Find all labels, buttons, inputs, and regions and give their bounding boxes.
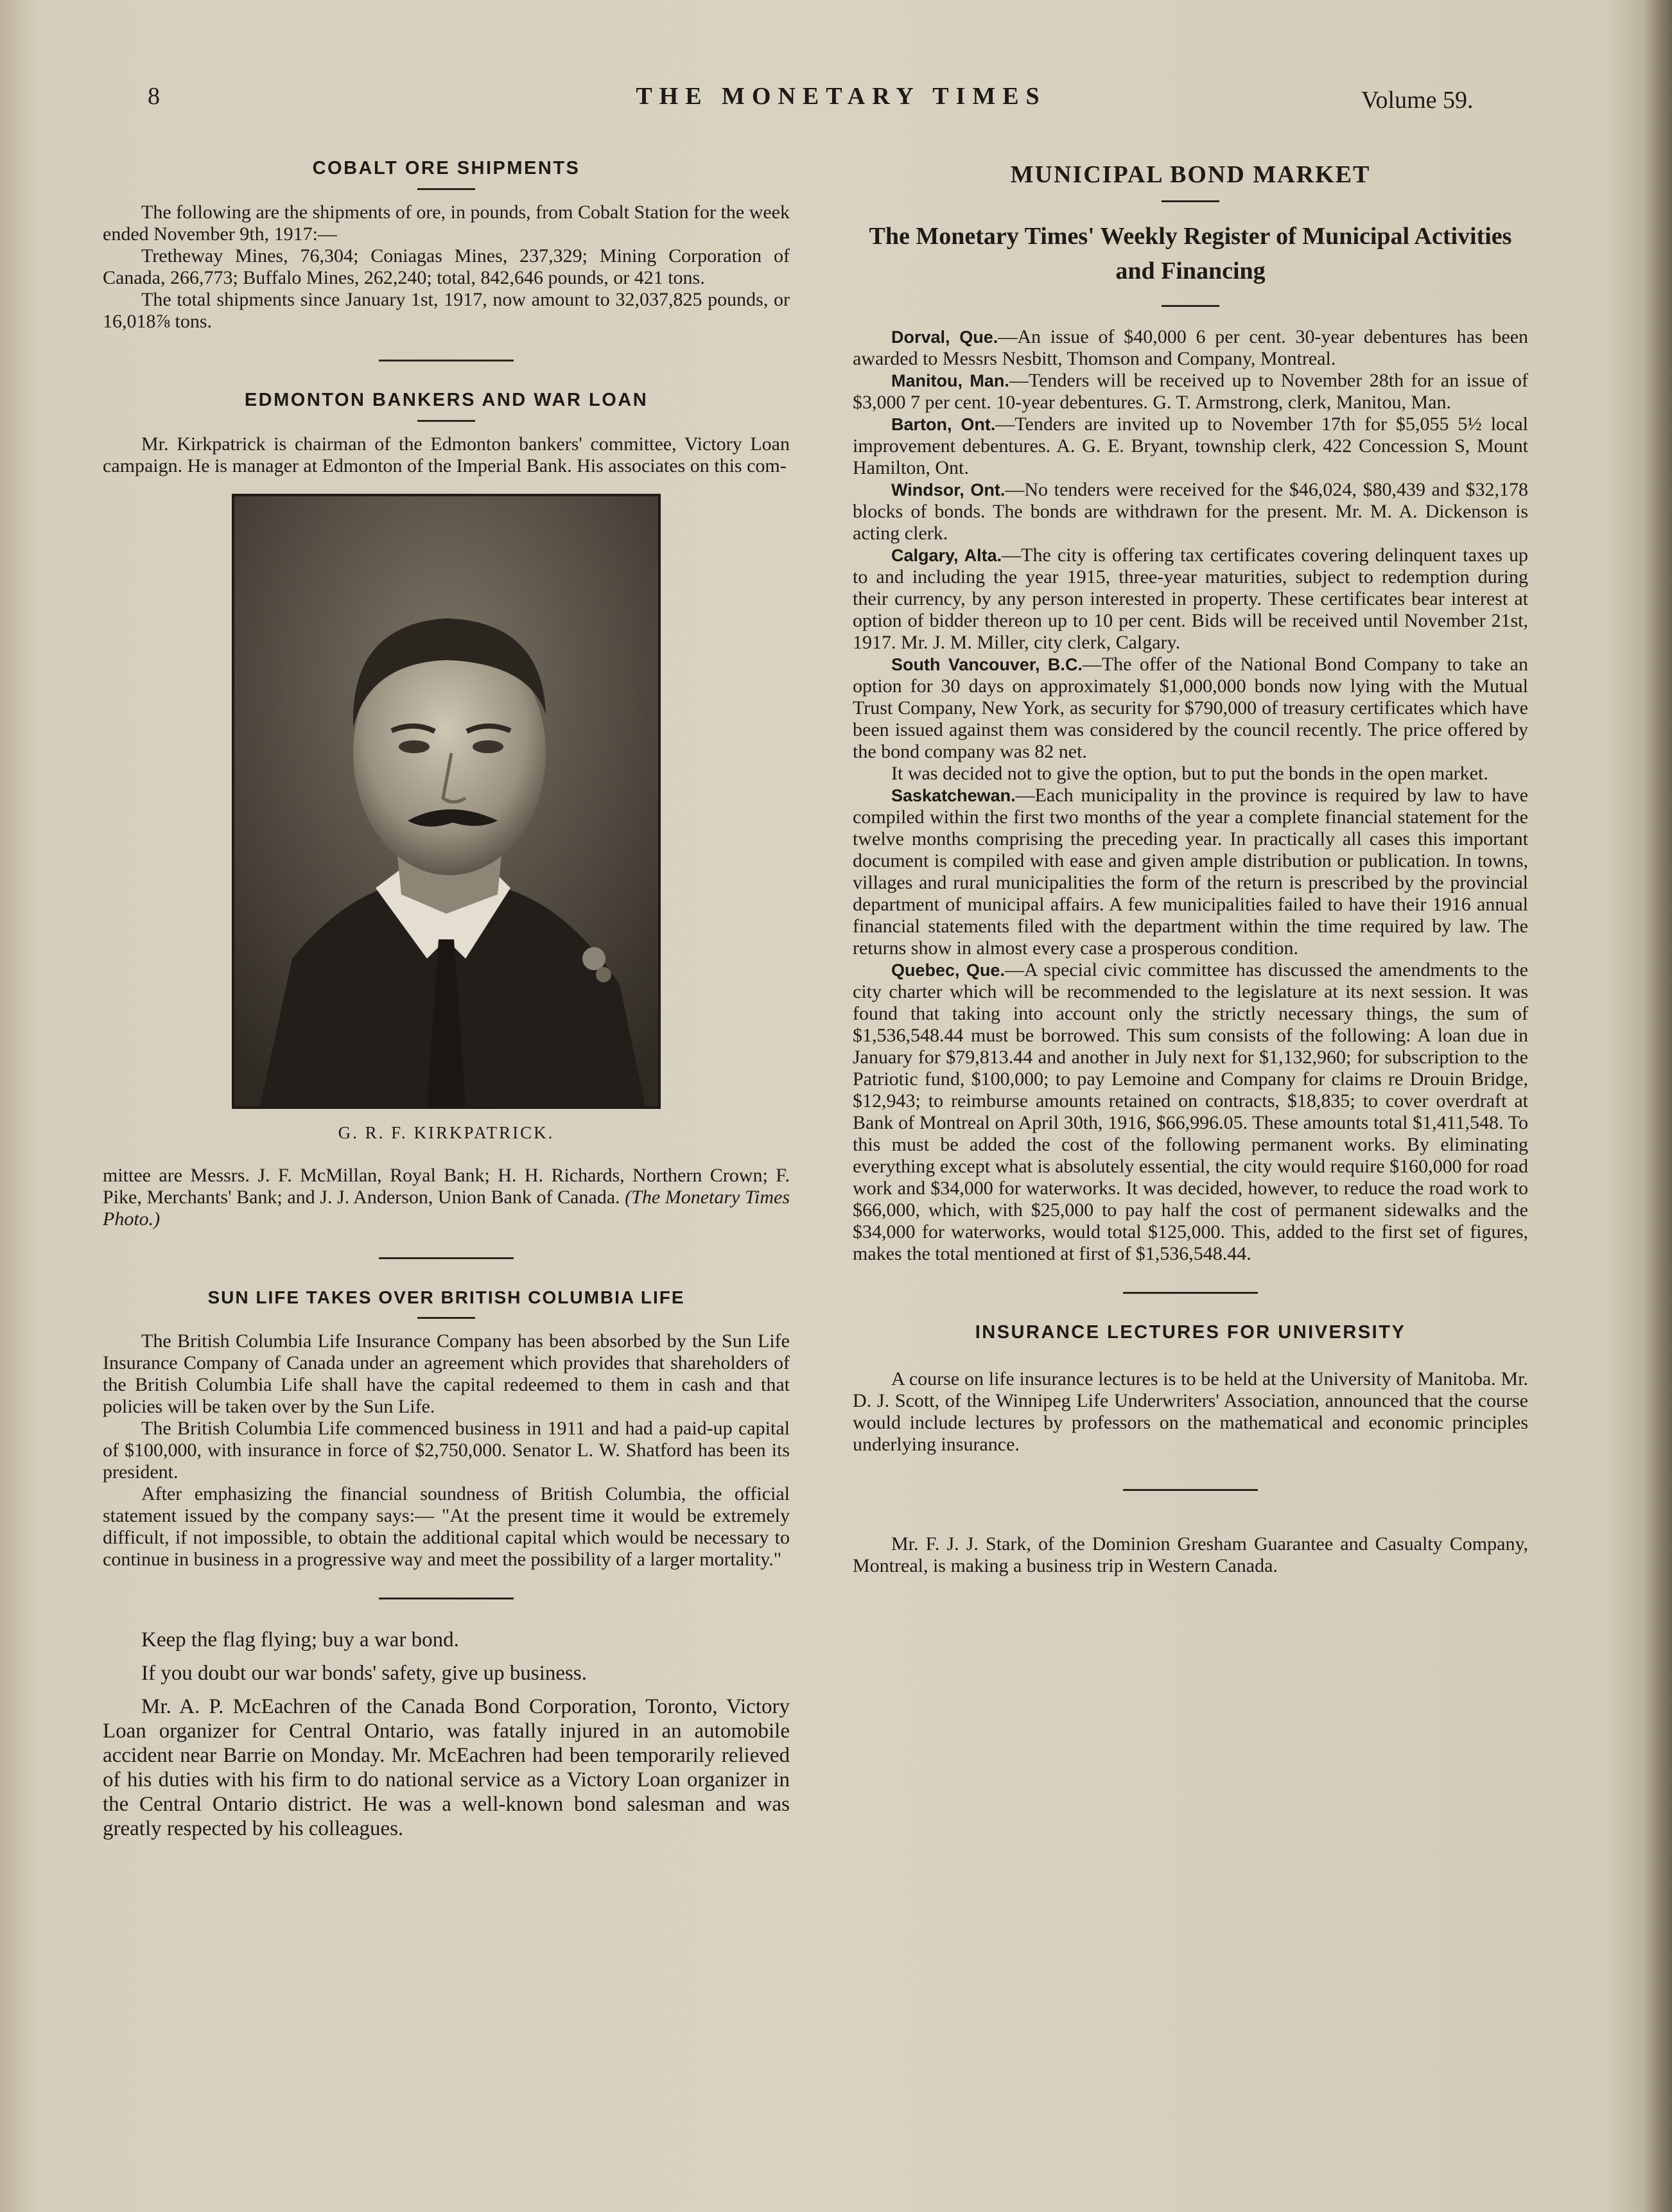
entry-place: Quebec, Que. [891,961,1005,980]
portrait-illustration [234,496,658,1106]
entry-place: Dorval, Que. [891,327,998,347]
entry-text: —The city is offering tax certificates covering delinquent taxes up to and including the year 1915, three-year maturities, subject to redemption during their currency, by any person interested in property. These certificates bear interest at option of bidder thereon up to 10 per cent. Bids will be received until November 21st, 1917. Mr. J. M. Miller, city clerk, Calgary. [853,544,1528,653]
entry-place: Windsor, Ont. [891,480,1006,500]
section-divider [1123,1292,1258,1294]
municipal-subheading: The Monetary Times' Weekly Register of Municipal Activities and Financing [869,223,1512,284]
masthead-title: THE MONETARY TIMES [636,83,1047,110]
volume-label: Volume 59. [1361,87,1474,114]
page-number: 8 [148,83,160,110]
entry-barton [853,414,1528,479]
edmonton-p2 [103,1165,790,1230]
entry-text: —An issue of $40,000 6 per cent. 30-year debentures has been awarded to Messrs Nesbitt, Thomson and Company, Montreal. [853,326,1529,369]
entry-place: Calgary, Alta. [891,546,1002,565]
insurance-heading: INSURANCE LECTURES FOR UNIVERSITY [975,1322,1406,1343]
entry-dorval [853,326,1528,370]
cobalt-heading: COBALT ORE SHIPMENTS [312,158,580,179]
entry-calgary [853,544,1528,654]
section-divider [379,1257,514,1259]
portrait-photo [232,494,661,1109]
cobalt-p2: Tretheway Mines, 76,304; Coniagas Mines, 237,329; Mining Corporation of Canada, 266,773; Buffalo Mines, 262,240; total, 842,646 pounds, or 421 tons. [103,245,790,288]
divider [417,420,475,422]
entry-place: Barton, Ont. [891,415,996,434]
stark-paragraph: Mr. F. J. J. Stark, of the Dominion Gresham Guarantee and Casualty Company, Montreal, is making a business trip in Western Canada. [853,1533,1528,1576]
entry-text: —Tenders will be received up to November 28th for an issue of $3,000 7 per cent. 10-year debentures. G. T. Armstrong, clerk, Manitou, Man. [853,370,1528,413]
entry-text: —A special civic committee has discussed the amendments to the city charter which will be recommended to the legislature at its next session. It was found that taking into account only the strictly necessary things, the sum of $1,536,548.44 must be borrowed. This sum consists of the following: A loan due in January for $79,813.44 and another in July next for $1,132,960; for subscription to the Patriotic fund, $100,000; to pay Lemoine and Company for claims re Drouin Bridge, $12,943; to reimburse amounts retained on contracts, $18,835; to cover overdraft at Bank of Montreal on April 30th, 1916, $66,996.05. These amounts total $1,411,548. To this must be added the cost of the following permanent works. By eliminating everything except what is absolutely essential, the city would require $160,000 for road work and $34,000 for waterworks. It was decided, however, to reduce the road work to $66,000, which, with $25,000 to pay half the cost of permanent sidewalks and the $34,000 for waterworks, would total $125,000. This, added to the first set of figures, makes the total mentioned at first of $1,536,548.44. [853,959,1528,1264]
sunlife-p2: The British Columbia Life commenced business in 1911 and had a paid-up capital of $100,000, with insurance in force of $2,750,000. Senator L. W. Shatford has been its president. [103,1418,790,1483]
entry-quebec [853,959,1528,1265]
divider [1162,305,1219,307]
cobalt-p3: The total shipments since January 1st, 1917, now amount to 32,037,825 pounds, or 16,018⅞ tons. [103,289,790,332]
municipal-heading: MUNICIPAL BOND MARKET [1010,161,1371,188]
entry-south-vancouver [853,654,1528,763]
entry-saskatchewan [853,785,1528,959]
edmonton-p1: Mr. Kirkpatrick is chairman of the Edmonton bankers' committee, Victory Loan campaign. He is manager at Edmonton of the Imperial Bank. His associates on this com- [103,433,790,476]
mceachren-paragraph: Mr. A. P. McEachren of the Canada Bond Corporation, Toronto, Victory Loan organizer for Central Ontario, was fatally injured in an automobile accident near Barrie on Monday. Mr. McEachren had been temporarily relieved of his duties with his firm to do national service as a Victory Loan organizer in the Central Ontario district. He was a well-known bond salesman and was greatly respected by his colleagues. [103,1695,790,1840]
divider [1162,200,1219,202]
entry-windsor [853,479,1528,544]
cobalt-p1: The following are the shipments of ore, in pounds, from Cobalt Station for the week ended November 9th, 1917:— [103,202,790,245]
entry-text: —No tenders were received for the $46,024, $80,439 and $32,178 blocks of bonds. The bonds are withdrawn for the present. Mr. M. A. Dickenson is acting clerk. [853,479,1529,544]
south-vancouver-followup: It was decided not to give the option, but to put the bonds in the open market. [891,763,1488,784]
page-edge-shadow [1644,0,1672,2212]
sunlife-heading: SUN LIFE TAKES OVER BRITISH COLUMBIA LIFE [207,1287,685,1307]
entry-place: South Vancouver, B.C. [891,655,1083,674]
sunlife-p1: The British Columbia Life Insurance Company has been absorbed by the Sun Life Insurance Company of Canada under an agreement which provides that shareholders of the British Columbia Life shall have the capital redeemed to them in cash and that policies will be taken over by the Sun Life. [103,1330,790,1417]
photo-credit: (The Monetary Times Photo.) [103,1187,790,1230]
right-column [853,141,1528,1577]
running-head [0,82,1672,121]
bond-slogan: If you doubt our war bonds' safety, give up business. [141,1662,587,1685]
entry-text: —Tenders are invited up to November 17th for $5,055 5½ local improvement debentures. A. G. E. Bryant, township clerk, 422 Concession S, Mount Hamilton, Ont. [853,414,1528,478]
section-divider [1123,1489,1258,1491]
section-divider [379,360,514,361]
insurance-p1: A course on life insurance lectures is to be held at the University of Manitoba. Mr. D. J. Scott, of the Winnipeg Life Underwriters' Association, announced that the course would include lectures by professors on the mathematical and economic principles underlying insurance. [853,1368,1528,1455]
sunlife-p3: After emphasizing the financial soundness of British Columbia, the official statement issued by the company says:— "At the present time it would be extremely difficult, if not impossible, to obtain the additional capital which would be necessary to continue in business in a progressive way and meet the possibility of a larger mortality." [103,1483,790,1570]
entry-place: Manitou, Man. [891,371,1009,390]
divider [417,1317,475,1319]
entry-manitou [853,370,1528,414]
divider [417,188,475,190]
photo-caption: G. R. F. KIRKPATRICK. [338,1123,555,1142]
left-column [103,141,790,1841]
entry-text: —Each municipality in the province is required by law to have compiled within the first two months of the year a complete financial statement for the twelve months comprising the preceding year. In practically all cases this important document is compiled with ease and given ample distribution or publication. In towns, villages and rural municipalities the form of the return is prescribed by the provincial department of municipal affairs. A few municipalities failed to have their 1916 annual financial statements filed with the department within the time required by law. The returns show in almost every case a prosperous condition. [853,785,1528,959]
edmonton-p2-text: mittee are Messrs. J. F. McMillan, Royal Bank; H. H. Richards, Northern Crown; F. Pike, Merchants' Bank; and J. J. Anderson, Union Bank of Canada. [103,1165,790,1208]
divider [1162,1352,1219,1354]
section-divider [379,1598,514,1599]
entry-place: Saskatchewan. [891,786,1016,805]
entry-text: —The offer of the National Bond Company to take an option for 30 days on approximately $1,000,000 bonds now lying with the Mutual Trust Company, New York, as security for $790,000 of treasury certificates which have been issued against them was considered by the council recently. The price offered by the bond company was 82 net. [853,654,1529,762]
edmonton-heading: EDMONTON BANKERS AND WAR LOAN [244,390,649,410]
flag-slogan: Keep the flag flying; buy a war bond. [141,1628,459,1651]
